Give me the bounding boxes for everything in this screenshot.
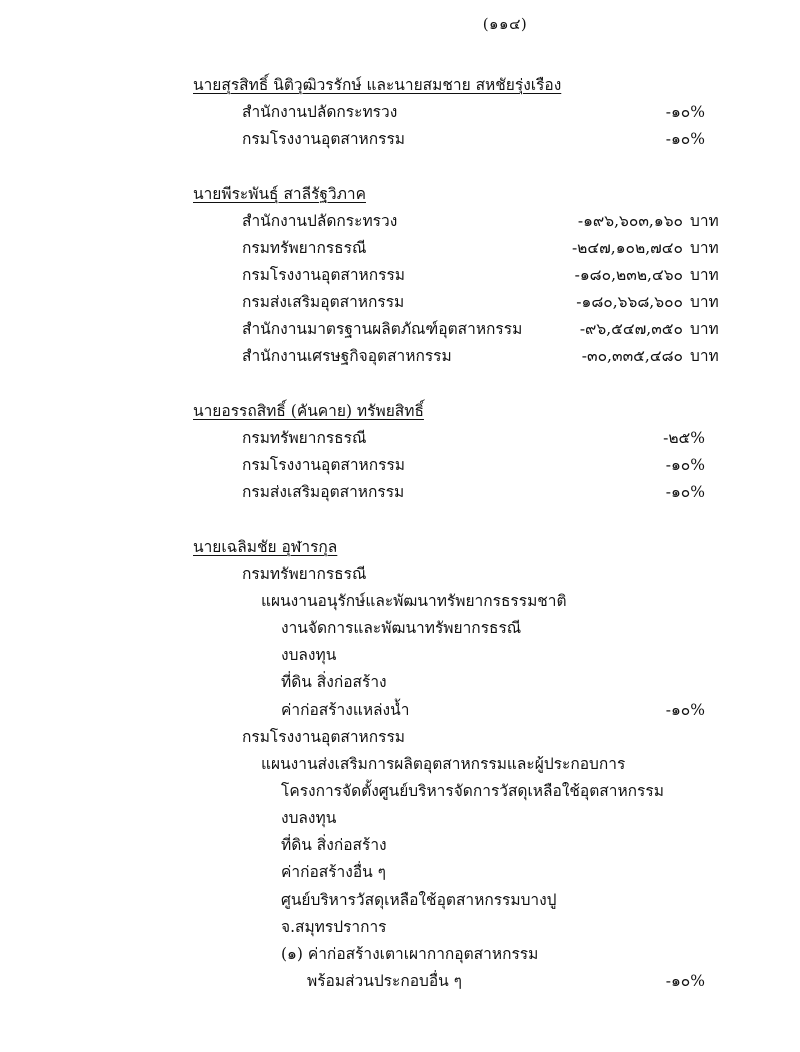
amount-value: -๑๐% — [665, 130, 705, 148]
person-name: นายเฉลิมชัย อุฬารกุล — [193, 538, 338, 556]
agency-label: กรมโรงงานอุตสาหกรรม — [242, 266, 406, 284]
amount-value: -๓๐,๓๓๕,๔๘๐ — [581, 347, 683, 365]
agency-label: กรมส่งเสริมอุตสาหกรรม — [242, 293, 405, 311]
expense-label: ค่าก่อสร้างอื่น ๆ — [281, 863, 386, 881]
amount-value: -๑๙๖,๖๐๓,๑๖๐ — [577, 212, 683, 230]
budget-category-label: งบลงทุน — [281, 646, 337, 664]
currency-unit: บาท — [690, 239, 719, 257]
plan-label: แผนงานส่งเสริมการผลิตอุตสาหกรรมและผู้ประกอบการ — [261, 755, 626, 773]
person-name: นายสุรสิทธิ์ นิติวุฒิวรรักษ์ และนายสมชาย สหชัยรุ่งเรือง — [193, 76, 562, 94]
currency-unit: บาท — [690, 266, 719, 284]
amount-value: -๙๖,๕๔๗,๓๕๐ — [579, 320, 683, 338]
item-continuation-label: พร้อมส่วนประกอบอื่น ๆ — [307, 972, 463, 990]
agency-label: กรมทรัพยากรธรณี — [242, 239, 367, 257]
person-name: นายอรรถสิทธิ์ (คันคาย) ทรัพยสิทธิ์ — [193, 402, 424, 420]
amount-value: -๑๐% — [665, 972, 705, 990]
agency-label: กรมโรงงานอุตสาหกรรม — [242, 130, 406, 148]
agency-label: กรมทรัพยากรธรณี — [242, 429, 367, 447]
amount-value: -๑๘๐,๒๓๒,๔๖๐ — [574, 266, 683, 284]
agency-label: สำนักงานปลัดกระทรวง — [242, 212, 398, 230]
amount-value: -๑๐% — [665, 483, 705, 501]
expense-label: ค่าก่อสร้างแหล่งน้ำ — [281, 701, 410, 719]
amount-value: -๑๐% — [665, 701, 705, 719]
budget-subcategory-label: ที่ดิน สิ่งก่อสร้าง — [281, 673, 387, 691]
agency-label: กรมโรงงานอุตสาหกรรม — [242, 456, 406, 474]
currency-unit: บาท — [690, 212, 719, 230]
project-label: โครงการจัดตั้งศูนย์บริหารจัดการวัสดุเหลือใช้อุตสาหกรรม — [281, 782, 664, 800]
amount-value: -๑๘๐,๖๖๘,๖๐๐ — [576, 293, 683, 311]
agency-label: กรมโรงงานอุตสาหกรรม — [242, 728, 406, 746]
amount-value: -๒๔๗,๑๐๒,๗๔๐ — [571, 239, 683, 257]
amount-value: -๑๐% — [665, 103, 705, 121]
person-name: นายพีระพันธุ์ สาลีรัฐวิภาค — [193, 185, 366, 203]
agency-label: สำนักงานเศรษฐกิจอุตสาหกรรม — [242, 347, 452, 365]
amount-value: -๒๕% — [663, 429, 705, 447]
amount-value: -๑๐% — [665, 456, 705, 474]
agency-label: กรมส่งเสริมอุตสาหกรรม — [242, 483, 405, 501]
agency-label: สำนักงานปลัดกระทรวง — [242, 103, 398, 121]
budget-category-label: งบลงทุน — [281, 809, 337, 827]
page-number: (๑๑๔) — [482, 15, 528, 33]
agency-label: สำนักงานมาตรฐานผลิตภัณฑ์อุตสาหกรรม — [242, 320, 523, 338]
currency-unit: บาท — [690, 293, 719, 311]
center-label: ศูนย์บริหารวัสดุเหลือใช้อุตสาหกรรมบางปู — [281, 891, 557, 909]
item-label: (๑) ค่าก่อสร้างเตาเผากากอุตสาหกรรม — [281, 945, 539, 963]
budget-subcategory-label: ที่ดิน สิ่งก่อสร้าง — [281, 836, 387, 854]
plan-label: แผนงานอนุรักษ์และพัฒนาทรัพยากรธรรมชาติ — [261, 592, 567, 610]
agency-label: กรมทรัพยากรธรณี — [242, 565, 367, 583]
province-label: จ.สมุทรปราการ — [281, 918, 387, 936]
task-label: งานจัดการและพัฒนาทรัพยากรธรณี — [281, 619, 522, 637]
currency-unit: บาท — [690, 347, 719, 365]
currency-unit: บาท — [690, 320, 719, 338]
